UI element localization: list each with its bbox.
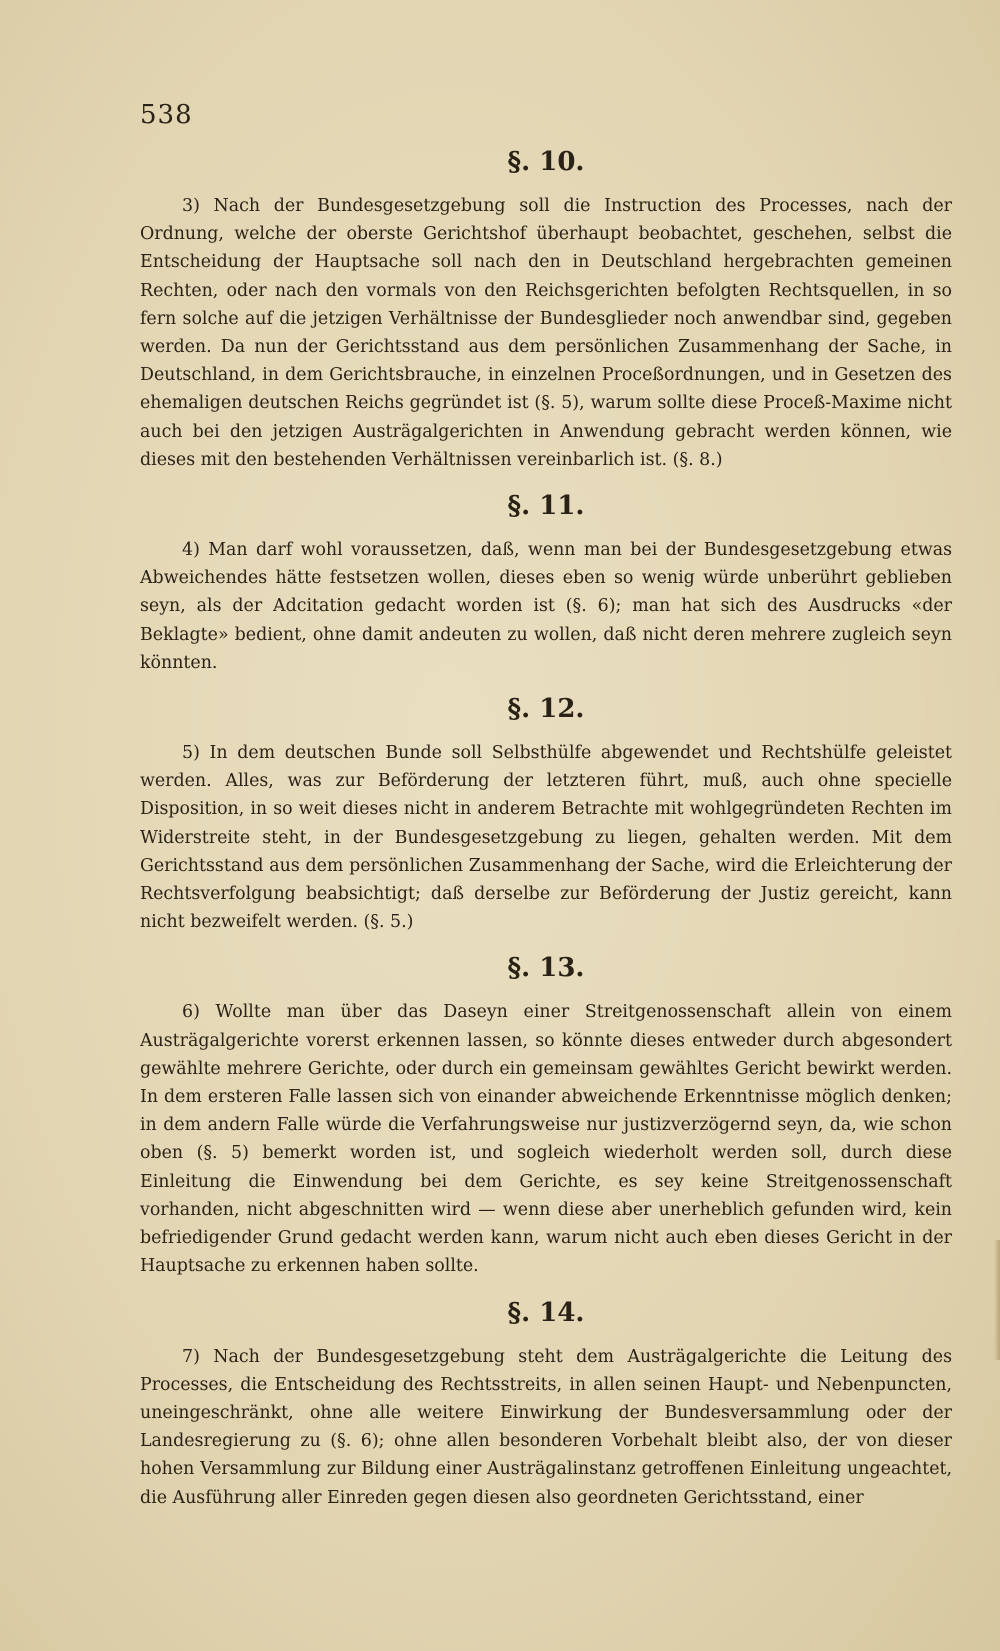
section-heading: §. 10. [507, 147, 585, 177]
section-heading: §. 12. [507, 694, 585, 725]
page-number: 538 [140, 100, 193, 130]
section-heading: §. 13. [507, 953, 585, 984]
page-edge-shadow [994, 1240, 1000, 1360]
section-paragraph: 3) Nach der Bundesgesetzgebung soll die Instruction des Processes, nach der Ordnung, welche der oberste Gerichtshof überhaupt beobachtet, geschehen, selbst die Entscheidung der Hauptsache soll nach den in Deutschland hergebrachten gemeinen Rechten, oder nach den vormals von den Reichsgerichten befolgten Rechtsquellen, in so fern solche auf die jetzigen Verhältnisse der Bundesglieder noch anwendbar sind, gegeben werden. Da nun der Gerichtsstand aus dem persönlichen Zusammenhang der Sache, in Deutschland, in dem Gerichtsbrauche, in einzelnen Proceßordnungen, und in Gesetzen des ehemaligen deutschen Reichs gegründet ist (§. 5), warum sollte diese Proceß-Maxime nicht auch bei den jetzigen Austrägalgerichten in Anwendung gebracht werden können, wie dieses mit den bestehenden Verhältnissen vereinbarlich ist. (§. 8.) [140, 196, 952, 470]
section-heading: §. 11. [507, 491, 585, 522]
section-paragraph: 4) Man darf wohl voraussetzen, daß, wenn man bei der Bundesgesetzgebung etwas Abweichendes hätte festsetzen wollen, dieses eben so wenig würde unberührt geblieben seyn, als der Adcitation gedacht worden ist (§. 6); man hat sich des Ausdrucks «der Beklagte» bedient, ohne damit andeuten zu wollen, daß nicht deren mehrere zugleich seyn könnten. [140, 540, 952, 673]
page-body [140, 140, 952, 1516]
section-paragraph: 6) Wollte man über das Daseyn einer Streitgenossenschaft allein von einem Austrägalgerichte vorerst erkennen lassen, so könnte dieses entweder durch abgesondert gewählte mehrere Gerichte, oder durch ein gemeinsam gewähltes Gericht bewirkt werden. In dem ersteren Falle lassen sich von einander abweichende Erkenntnisse möglich denken; in dem andern Falle würde die Verfahrungsweise nur justizverzögernd seyn, da, wie schon oben (§. 5) bemerkt worden ist, und sogleich wiederholt werden soll, durch diese Einleitung die Einwendung bei dem Gerichte, es sey keine Streitgenossenschaft vorhanden, nicht abgeschnitten wird — wenn diese aber unerheblich gefunden wird, kein befriedigender Grund gedacht werden kann, warum nicht auch eben dieses Gericht in der Hauptsache zu erkennen haben sollte. [140, 1002, 952, 1277]
section-paragraph: 7) Nach der Bundesgesetzgebung steht dem Austrägalgerichte die Leitung des Processes, die Entscheidung des Rechtsstreits, in allen seinen Haupt- und Nebenpuncten, uneingeschränkt, ohne alle weitere Einwirkung der Bundesversammlung oder der Landesregierung zu (§. 6); ohne allen besonderen Vorbehalt bleibt also, der von dieser hohen Versammlung zur Bildung einer Austrägalinstanz getroffenen Einleitung ungeachtet, die Ausführung aller Einreden gegen diesen also geordneten Gerichtsstand, einer [140, 1346, 952, 1508]
section-paragraph: 5) In dem deutschen Bunde soll Selbsthülfe abgewendet und Rechtshülfe geleistet werden. Alles, was zur Beförderung der letzteren führt, muß, auch ohne specielle Disposition, in so weit dieses nicht in anderem Betrachte mit wohlgegründeten Rechten im Widerstreite steht, in der Bundesgesetzgebung zu liegen, gehalten werden. Mit dem Gerichtsstand aus dem persönlichen Zusammenhang der Sache, wird die Erleichterung der Rechtsverfolgung beabsichtigt; daß derselbe zur Beförderung der Justiz gereicht, kann nicht bezweifelt werden. (§. 5.) [140, 743, 952, 933]
section-heading: §. 14. [507, 1297, 585, 1328]
